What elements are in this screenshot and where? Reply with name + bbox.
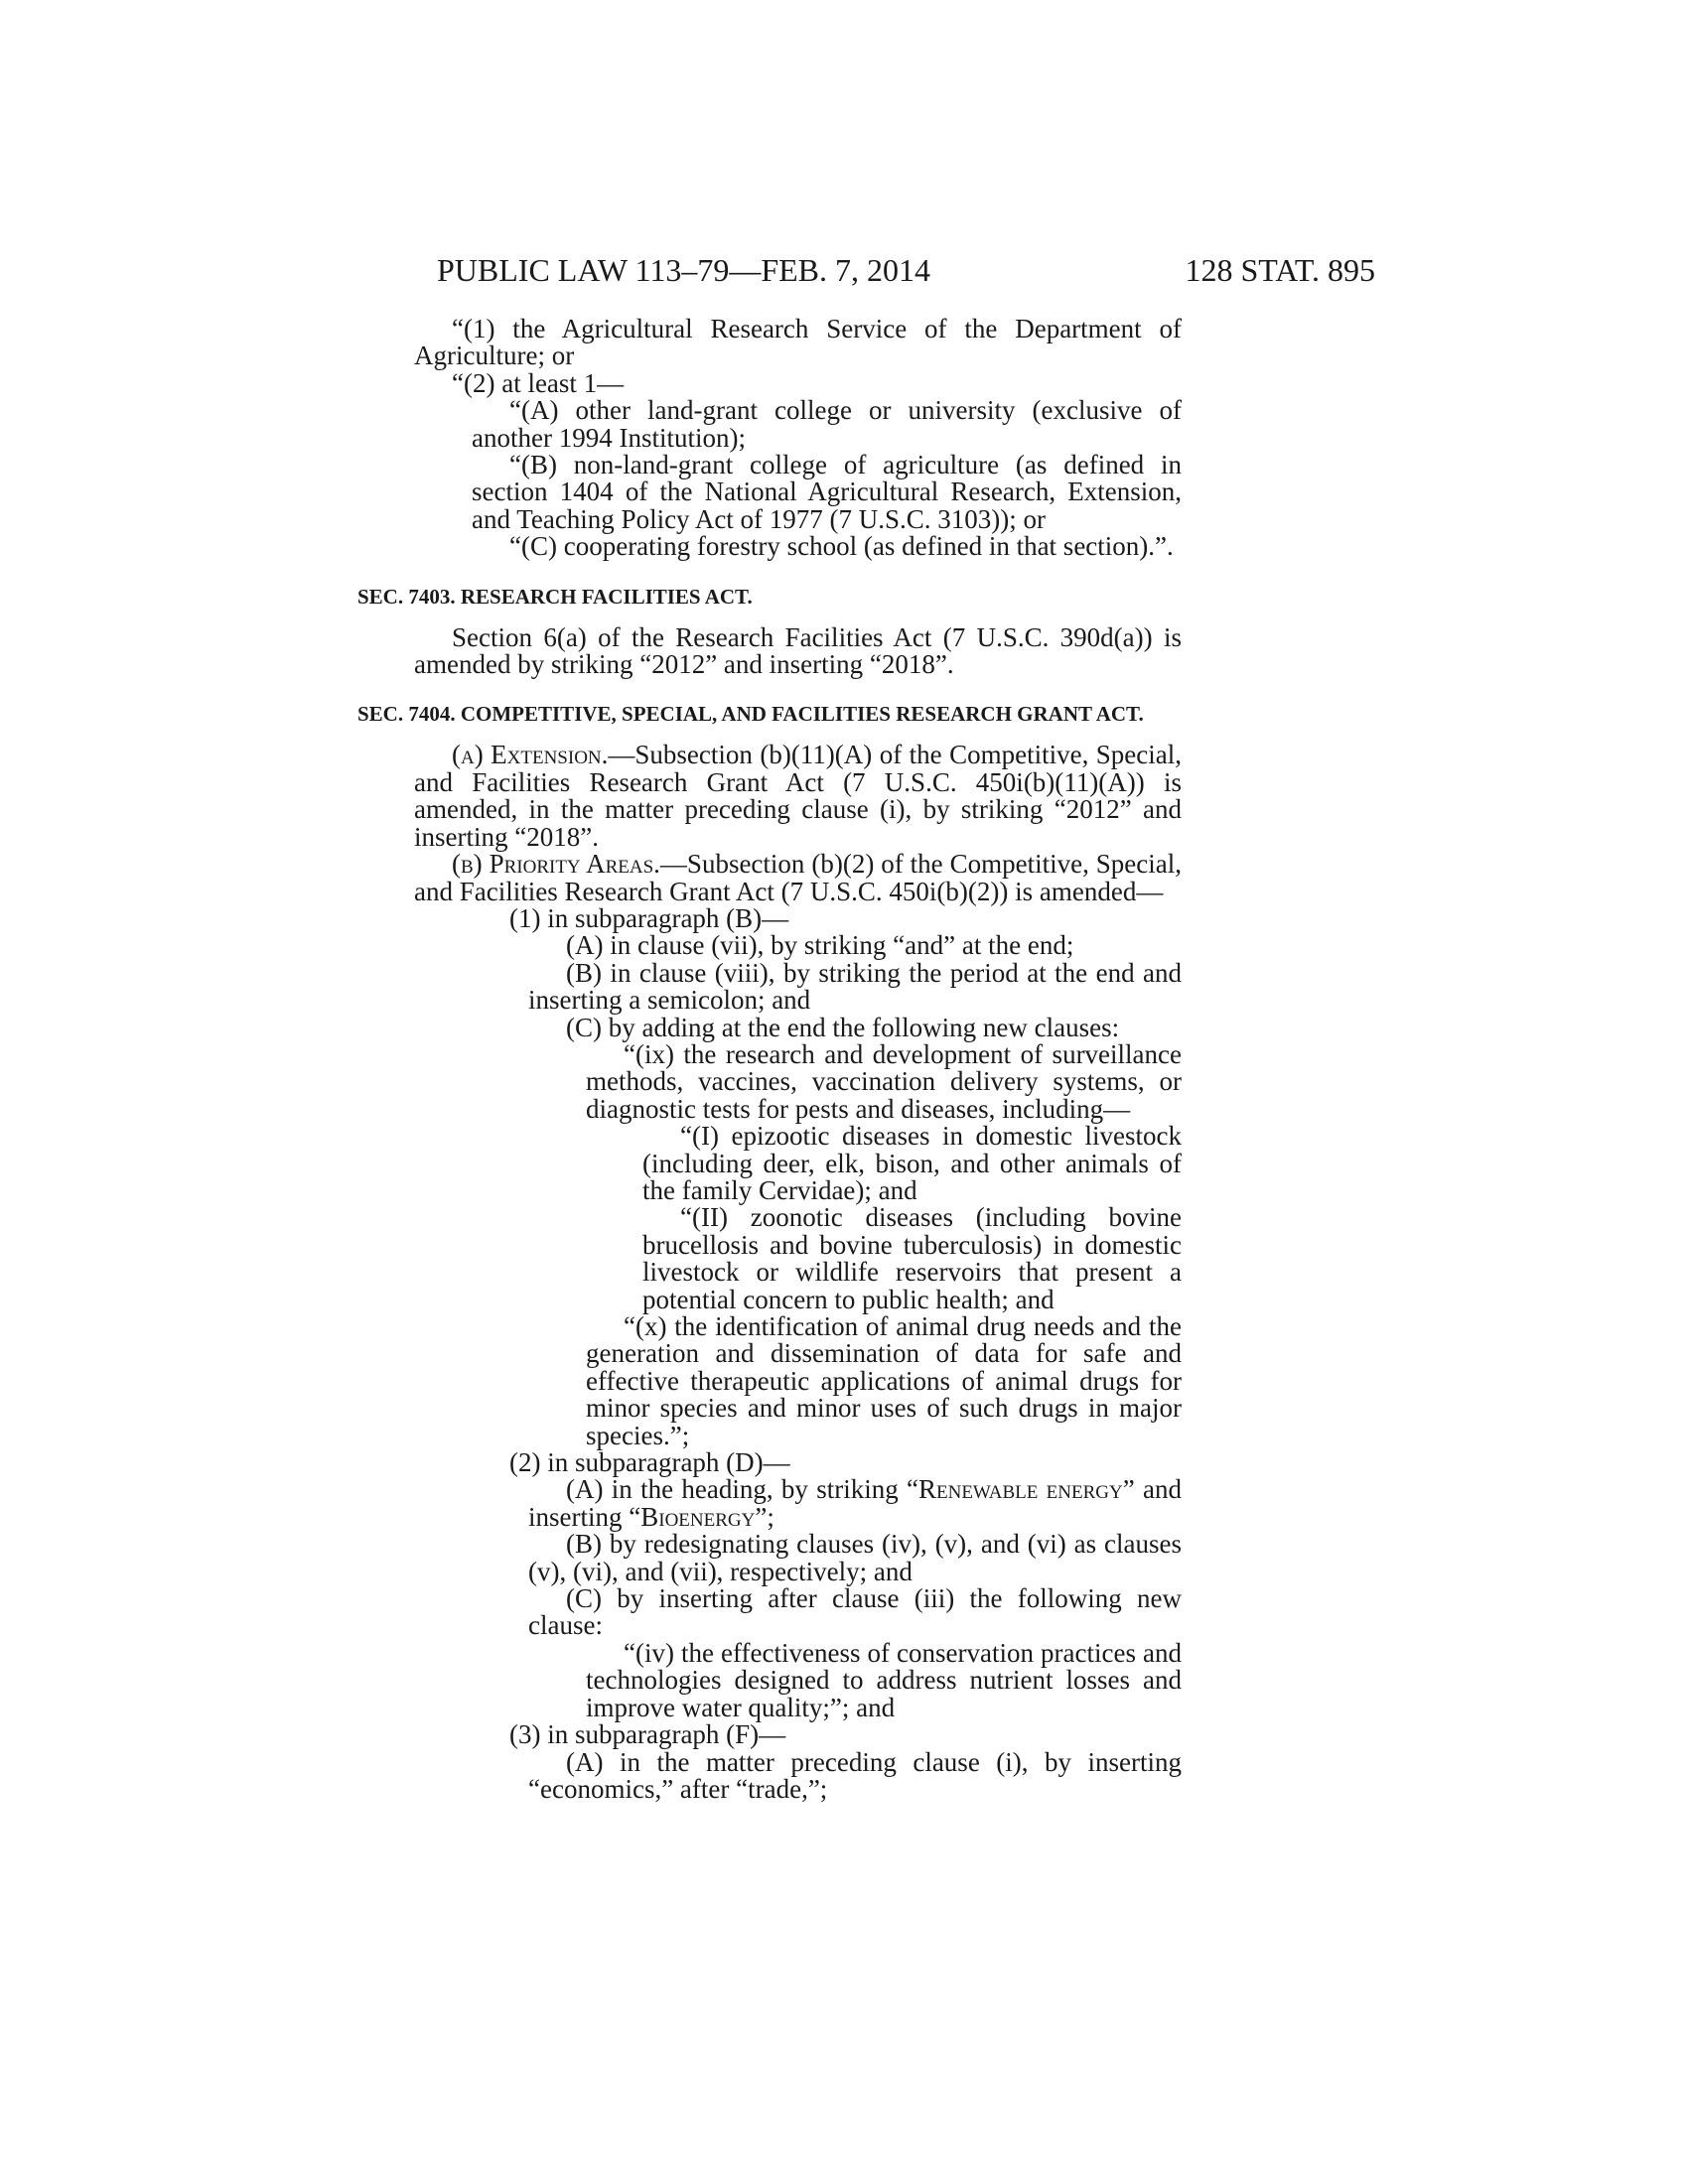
clause-ix: “(ix) the research and development of surveillance methods, vaccines, vaccination delivery systems, or diagnostic tests for pests and diseases, including— (586, 1038, 1182, 1124)
item-2-a-text-1: (A) in the heading, by striking “ (566, 1474, 918, 1505)
item-2-c: (C) by inserting after clause (iii) the following new clause: (528, 1583, 1182, 1641)
renewable-energy-term: Renewable energy (917, 1474, 1123, 1505)
subclause-i: “(I) epizootic diseases in domestic livestock (including deer, elk, bison, and other animals of the family Cervidae); and (642, 1121, 1182, 1205)
clause-x: “(x) the identification of animal drug needs and the generation and dissemination of data for safe and effective therapeutic applications of animal drugs for minor species and minor uses of such drugs in major species.”; (586, 1311, 1182, 1450)
item-1-subparagraph-b: (1) in subparagraph (B)— (509, 902, 789, 933)
subparagraph-c: “(C) cooperating forestry school (as defined in that section).”. (509, 531, 1174, 562)
item-2-a (357, 1476, 1182, 1531)
section-heading-7404: SEC. 7404. COMPETITIVE, SPECIAL, AND FACILITIES RESEARCH GRANT ACT. (357, 702, 1144, 727)
item-1-b: (B) in clause (viii), by striking the period at the end and inserting a semicolon; and (528, 957, 1182, 1016)
item-3-subparagraph-f: (3) in subparagraph (F)— (509, 1719, 786, 1750)
item-1-a: (A) in clause (vii), by striking “and” at the end; (566, 930, 1074, 961)
section-7403-text: Section 6(a) of the Research Facilities Act (7 U.S.C. 390d(a)) is amended by striking “2012” and inserting “2018”. (414, 621, 1182, 680)
subsection-a-label: (a) Extension. (452, 740, 609, 770)
page-header (437, 250, 1375, 290)
item-2-a-text-3: ”; (755, 1501, 774, 1532)
subsection-b-text: —Subsection (b)(2) of the Competitive, Special, and Facilities Research Grant Act (7 U.S.C. 450i(b)(2)) is amended— (414, 849, 1182, 906)
subsection-a-extension (357, 742, 1182, 851)
item-3-a: (A) in the matter preceding clause (i), by inserting “economics,” after “trade,”; (528, 1746, 1182, 1804)
item-2-subparagraph-d: (2) in subparagraph (D)— (509, 1447, 790, 1478)
clause-iv: “(iv) the effectiveness of conservation practices and technologies designed to address nutrient losses and improve water quality;”; and (586, 1637, 1182, 1722)
section-heading-7403: SEC. 7403. RESEARCH FACILITIES ACT. (357, 584, 753, 609)
item-2-a-text-2: ” and inserting “ (528, 1474, 1182, 1532)
subsection-b-label: (b) Priority Areas. (452, 849, 660, 880)
paragraph-2: “(2) at least 1— (452, 367, 625, 398)
subclause-ii: “(II) zoonotic diseases (including bovine brucellosis and bovine tuberculosis) in domestic livestock or wildlife reservoirs that present a potential concern to public health; and (642, 1202, 1182, 1314)
paragraph-1: “(1) the Agricultural Research Service of the Department of Agriculture; or (414, 314, 1182, 371)
item-2-b: (B) by redesignating clauses (iv), (v), and (vi) as clauses (v), (vi), and (vii), respectively; and (528, 1529, 1182, 1586)
subparagraph-b: “(B) non-land-grant college of agriculture (as defined in section 1404 of the National Agricultural Research, Extension, and Teaching Policy Act of 1977 (7 U.S.C. 3103)); or (472, 450, 1182, 534)
subparagraph-a: “(A) other land-grant college or university (exclusive of another 1994 Institution); (472, 395, 1182, 453)
item-1-c: (C) by adding at the end the following new clauses: (566, 1012, 1120, 1042)
subsection-a-text: —Subsection (b)(11)(A) of the Competitive, Special, and Facilities Research Grant Act (7 U.S.C. 450i(b)(11)(A)) is amended, in the matter preceding clause (i), by striking “2012” and inserting “2018”. (414, 740, 1182, 852)
public-law-title: PUBLIC LAW 113–79—FEB. 7, 2014 (437, 252, 931, 288)
statute-page-number: 128 STAT. 895 (1185, 252, 1375, 288)
bioenergy-term: Bioenergy (640, 1501, 756, 1532)
subsection-b-priority-areas (357, 851, 1182, 905)
document-body (357, 316, 1182, 1803)
